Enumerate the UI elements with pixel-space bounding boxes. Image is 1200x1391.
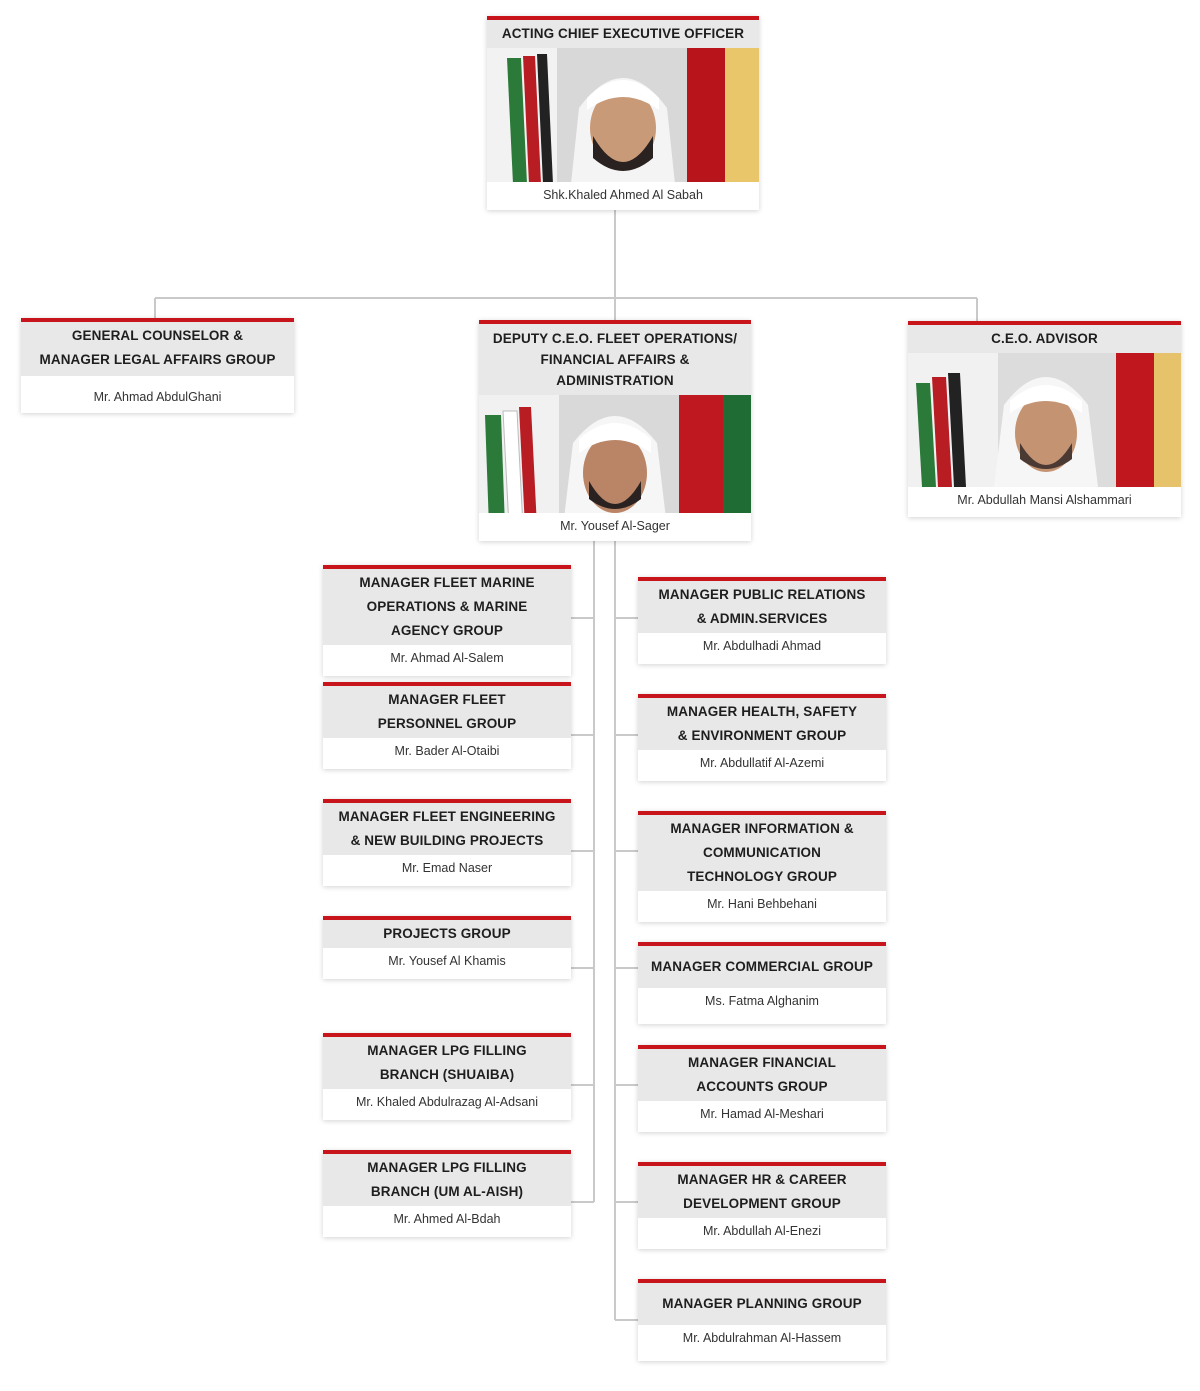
- group-manager-name: Mr. Bader Al-Otaibi: [394, 744, 500, 758]
- group-manager-name: Ms. Fatma Alghanim: [705, 994, 819, 1008]
- group-title: MANAGER LPG FILLING BRANCH (SHUAIBA): [323, 1037, 571, 1089]
- group-manager-name: Mr. Khaled Abdulrazag Al-Adsani: [355, 1095, 539, 1109]
- deputy-ceo-photo: [479, 395, 751, 513]
- ceo-advisor-card: [908, 321, 1181, 517]
- group-title: MANAGER FINANCIAL ACCOUNTS GROUP: [638, 1049, 886, 1101]
- group-manager-name: Mr. Emad Naser: [401, 861, 493, 875]
- group-card: [323, 799, 571, 886]
- group-card: [638, 694, 886, 781]
- group-card: [323, 1033, 571, 1120]
- general-counselor-card: [21, 318, 294, 413]
- group-title: MANAGER INFORMATION & COMMUNICATION TECHNOLOGY GROUP: [638, 815, 886, 891]
- group-manager-name: Mr. Abdullah Al-Enezi: [702, 1224, 822, 1238]
- group-title: MANAGER COMMERCIAL GROUP: [638, 946, 886, 988]
- group-title: MANAGER LPG FILLING BRANCH (UM AL-AISH): [323, 1154, 571, 1206]
- ceo-advisor-title: C.E.O. ADVISOR: [908, 325, 1181, 353]
- ceo-advisor-photo: [908, 353, 1181, 487]
- group-card: [638, 577, 886, 664]
- group-title: MANAGER PUBLIC RELATIONS & ADMIN.SERVICES: [638, 581, 886, 633]
- group-manager-name: Mr. Abdullatif Al-Azemi: [699, 756, 825, 770]
- group-manager-name: Mr. Abdulhadi Ahmad: [702, 639, 822, 653]
- group-title: MANAGER FLEET ENGINEERING & NEW BUILDING PROJECTS: [323, 803, 571, 855]
- group-manager-name: Mr. Hamad Al-Meshari: [700, 1107, 824, 1121]
- deputy-ceo-name: Mr. Yousef Al-Sager: [560, 519, 670, 533]
- group-card: [638, 1279, 886, 1361]
- general-counselor-title: GENERAL COUNSELOR & MANAGER LEGAL AFFAIRS GROUP: [21, 322, 294, 376]
- group-manager-name: Mr. Yousef Al Khamis: [388, 954, 506, 968]
- group-title: MANAGER HEALTH, SAFETY & ENVIRONMENT GROUP: [638, 698, 886, 750]
- group-title: MANAGER FLEET PERSONNEL GROUP: [323, 686, 571, 738]
- group-card: [638, 811, 886, 922]
- group-card: [323, 682, 571, 769]
- group-card: [323, 1150, 571, 1237]
- group-title: MANAGER PLANNING GROUP: [638, 1283, 886, 1325]
- group-title: MANAGER HR & CAREER DEVELOPMENT GROUP: [638, 1166, 886, 1218]
- deputy-ceo-card: [479, 320, 751, 541]
- group-title: MANAGER FLEET MARINE OPERATIONS & MARINE AGENCY GROUP: [323, 569, 571, 645]
- group-card: [323, 916, 571, 979]
- ceo-photo: [487, 48, 759, 182]
- group-title: PROJECTS GROUP: [323, 920, 571, 948]
- general-counselor-name: Mr. Ahmad AbdulGhani: [93, 390, 222, 404]
- ceo-advisor-name: Mr. Abdullah Mansi Alshammari: [957, 493, 1132, 507]
- ceo-card: [487, 16, 759, 210]
- ceo-name: Shk.Khaled Ahmed Al Sabah: [543, 188, 703, 202]
- group-manager-name: Mr. Abdulrahman Al-Hassem: [682, 1331, 842, 1345]
- deputy-ceo-title: DEPUTY C.E.O. FLEET OPERATIONS/ FINANCIAL AFFAIRS & ADMINISTRATION: [479, 324, 751, 395]
- group-manager-name: Mr. Hani Behbehani: [707, 897, 817, 911]
- group-manager-name: Mr. Ahmed Al-Bdah: [393, 1212, 501, 1226]
- group-card: [638, 1045, 886, 1132]
- group-card: [638, 942, 886, 1024]
- ceo-title: ACTING CHIEF EXECUTIVE OFFICER: [487, 20, 759, 48]
- group-manager-name: Mr. Ahmad Al-Salem: [390, 651, 504, 665]
- group-card: [323, 565, 571, 676]
- group-card: [638, 1162, 886, 1249]
